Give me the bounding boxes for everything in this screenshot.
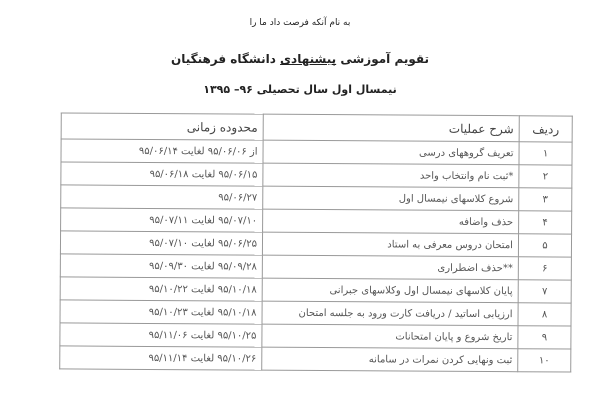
row-number: ۷	[518, 280, 571, 303]
table-header-row	[61, 113, 572, 142]
row-period: ۹۵/۰۹/۲۸ لغایت ۹۵/۰۹/۳۰	[60, 254, 262, 278]
row-number: ۱۰	[518, 349, 571, 372]
title-pre: تقویم آموزشی	[340, 52, 430, 66]
title-post: دانشگاه فرهنگیان	[170, 52, 276, 66]
row-period: ۹۵/۱۰/۲۵ لغایت ۹۵/۱۱/۰۶	[60, 323, 262, 347]
table-row	[61, 162, 572, 188]
row-description: شروع کلاسهای نیمسال اول	[263, 186, 519, 211]
table-row	[61, 185, 572, 211]
row-number: ۳	[519, 188, 572, 211]
row-number: ۹	[518, 326, 571, 349]
row-description: **حذف اضطراری	[262, 255, 518, 280]
row-period: ۹۵/۰۷/۱۰ لغایت ۹۵/۰۷/۱۱	[61, 208, 263, 232]
row-period: ۹۵/۰۶/۲۵ لغایت ۹۵/۰۷/۱۰	[60, 231, 262, 255]
row-number: ۴	[519, 211, 572, 234]
row-period: ۹۵/۰۶/۲۷	[61, 185, 263, 209]
table-row	[60, 300, 571, 326]
column-header-row: ردیف	[519, 116, 572, 142]
row-description: پایان کلاسهای نیمسال اول وکلاسهای جبرانی	[262, 278, 518, 303]
row-description: ثبت ونهایی کردن نمرات در سامانه	[262, 347, 518, 372]
row-number: ۸	[518, 303, 571, 326]
row-period: از ۹۵/۰۶/۰۶ لغایت ۹۵/۰۶/۱۴	[61, 139, 263, 163]
document-subtitle: نیمسال اول سال تحصیلی ۹۶– ۱۳۹۵	[203, 83, 397, 96]
row-number: ۵	[518, 234, 571, 257]
row-description: تعریف گروههای درسی	[263, 140, 519, 165]
row-period: ۹۵/۱۰/۱۸ لغایت ۹۵/۱۰/۲۳	[60, 300, 262, 324]
row-period: ۹۵/۱۰/۱۸ لغایت ۹۵/۱۰/۲۲	[60, 277, 262, 301]
table-row	[60, 323, 571, 349]
invocation-line: به نام آنکه فرصت داد ما را	[249, 18, 351, 28]
table-row	[60, 254, 571, 280]
column-header-period: محدوده زمانی	[61, 113, 263, 140]
document-title	[0, 52, 600, 66]
row-description: *ثبت نام وانتخاب واحد	[263, 163, 519, 188]
row-description: امتحان دروس معرفی به استاد	[262, 232, 518, 257]
row-description: ارزیابی اساتید / دریافت کارت ورود به جلسه امتحان	[262, 301, 518, 326]
row-number: ۲	[519, 165, 572, 188]
table-row	[60, 231, 571, 257]
table-row	[60, 277, 571, 303]
table-row	[61, 208, 572, 234]
calendar-table	[59, 112, 573, 372]
row-period: ۹۵/۰۶/۱۵ لغایت ۹۵/۰۶/۱۸	[61, 162, 263, 186]
title-underlined: پیشنهادی	[280, 52, 337, 66]
row-period: ۹۵/۱۰/۲۶ لغایت ۹۵/۱۱/۱۴	[60, 346, 262, 370]
row-description: حذف واضافه	[263, 209, 519, 234]
row-number: ۶	[518, 257, 571, 280]
table-row	[61, 139, 572, 165]
table-row	[60, 346, 571, 372]
row-number: ۱	[519, 142, 572, 165]
column-header-description: شرح عملیات	[263, 114, 519, 142]
row-description: تاریخ شروع و پایان امتحانات	[262, 324, 518, 349]
